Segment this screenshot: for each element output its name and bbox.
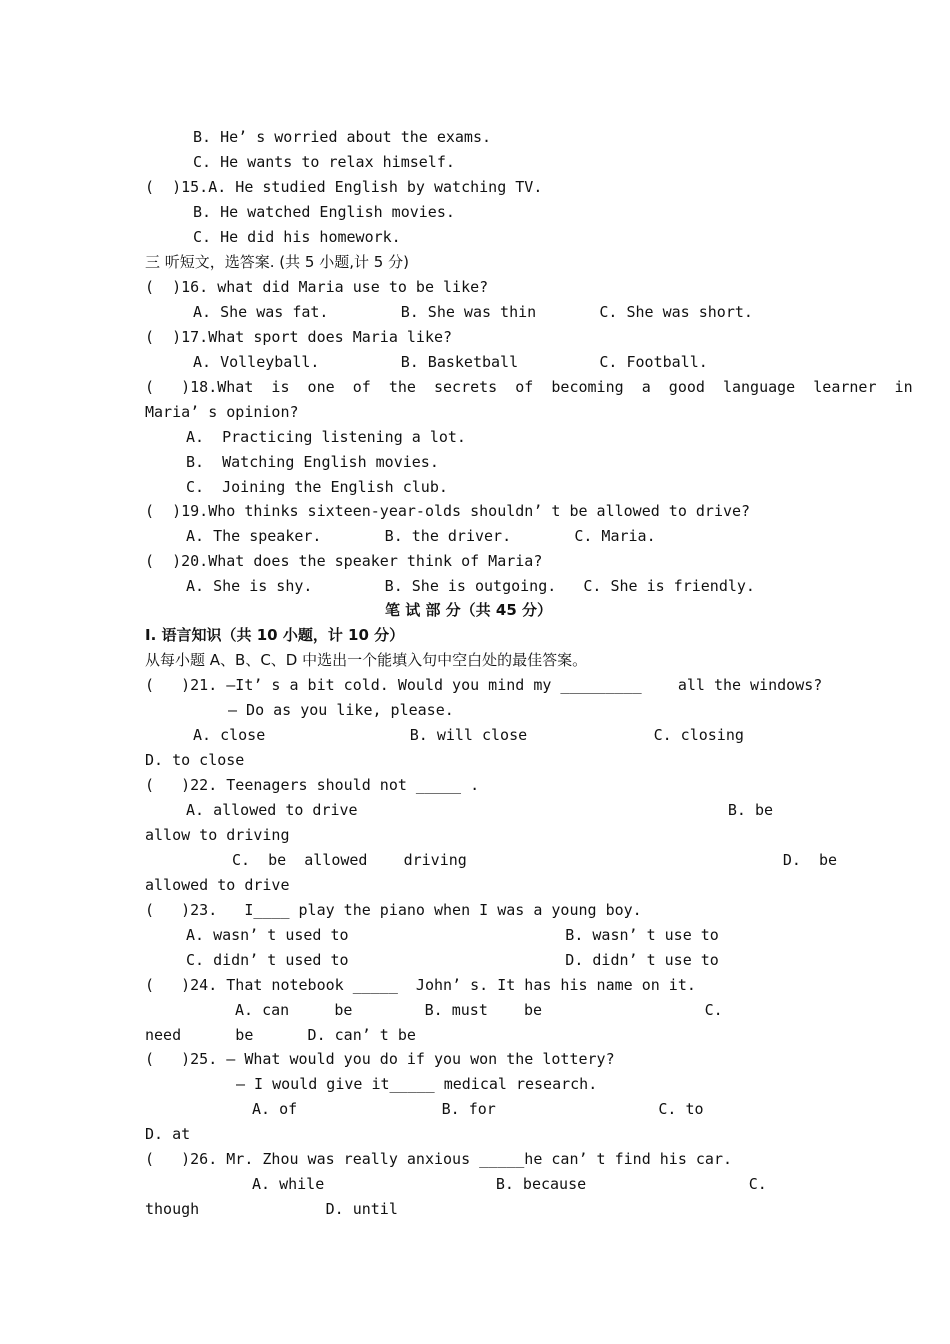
q22-question: ( )22. Teenagers should not _____ . — [145, 776, 480, 794]
q18-option-a: A. Practicing listening a lot. — [186, 428, 466, 446]
written-section-heading: 笔 试 部 分（共 45 分） — [385, 601, 552, 619]
q21-response: — Do as you like, please. — [228, 701, 454, 719]
q17-question: ( )17.What sport does Maria like? — [145, 328, 453, 346]
q18-question-cont: Maria’ s opinion? — [145, 403, 299, 421]
language-knowledge-heading: Ⅰ. 语言知识（共 10 小题，计 10 分） — [145, 626, 405, 644]
q14-option-b: B. He’ s worried about the exams. — [193, 128, 492, 146]
q21-option-d: D. to close — [145, 751, 245, 769]
q16-options: A. She was fat. B. She was thin C. She was short. — [193, 303, 753, 321]
q22-options-ab: A. allowed to drive B. be — [186, 801, 773, 819]
q18-option-b: B. Watching English movies. — [186, 453, 439, 471]
q18-option-c: C. Joining the English club. — [186, 478, 448, 496]
q14-option-c: C. He wants to relax himself. — [193, 153, 455, 171]
q15-option-c: C. He did his homework. — [193, 228, 401, 246]
instructions: 从每小题 A、B、C、D 中选出一个能填入句中空白处的最佳答案。 — [145, 651, 588, 669]
q15-option-b: B. He watched English movies. — [193, 203, 455, 221]
q25-question: ( )25. — What would you do if you won the lottery? — [145, 1050, 615, 1068]
q22-option-b-cont: allow to driving — [145, 826, 290, 844]
q18-question: ( )18.What is one of the secrets of becoming a good language learner in — [145, 378, 913, 396]
q15-question: ( )15.A. He studied English by watching TV. — [145, 178, 543, 196]
q23-options-ab: A. wasn’ t used to B. wasn’ t use to — [186, 926, 719, 944]
q16-question: ( )16. what did Maria use to be like? — [145, 278, 489, 296]
q25-response: — I would give it_____ medical research. — [236, 1075, 598, 1093]
q20-question: ( )20.What does the speaker think of Maria? — [145, 552, 543, 570]
q17-options: A. Volleyball. B. Basketball C. Football. — [193, 353, 708, 371]
q20-options: A. She is shy. B. She is outgoing. C. She is friendly. — [186, 577, 755, 595]
q24-options-cont: need be D. can’ t be — [145, 1026, 416, 1044]
q19-options: A. The speaker. B. the driver. C. Maria. — [186, 527, 656, 545]
q21-options: A. close B. will close C. closing — [193, 726, 744, 744]
q26-question: ( )26. Mr. Zhou was really anxious _____he can’ t find his car. — [145, 1150, 732, 1168]
q21-question: ( )21. —It’ s a bit cold. Would you mind my _________ all the windows? — [145, 676, 823, 694]
q26-options: A. while B. because C. — [252, 1175, 767, 1193]
q23-question: ( )23. I____ play the piano when I was a young boy. — [145, 901, 642, 919]
q26-options-cont: though D. until — [145, 1200, 398, 1218]
q24-options: A. can be B. must be C. — [235, 1001, 723, 1019]
q22-options-cd: C. be allowed driving D. be — [232, 851, 838, 869]
q25-option-d: D. at — [145, 1125, 191, 1143]
q23-options-cd: C. didn’ t used to D. didn’ t use to — [186, 951, 719, 969]
q24-question: ( )24. That notebook _____ John’ s. It has his name on it. — [145, 976, 696, 994]
q19-question: ( )19.Who thinks sixteen-year-olds shouldn’ t be allowed to drive? — [145, 502, 751, 520]
section-3-heading: 三 听短文，选答案. (共 5 小题,计 5 分) — [145, 253, 409, 271]
q22-option-d-cont: allowed to drive — [145, 876, 290, 894]
q25-options: A. of B. for C. to — [252, 1100, 704, 1118]
